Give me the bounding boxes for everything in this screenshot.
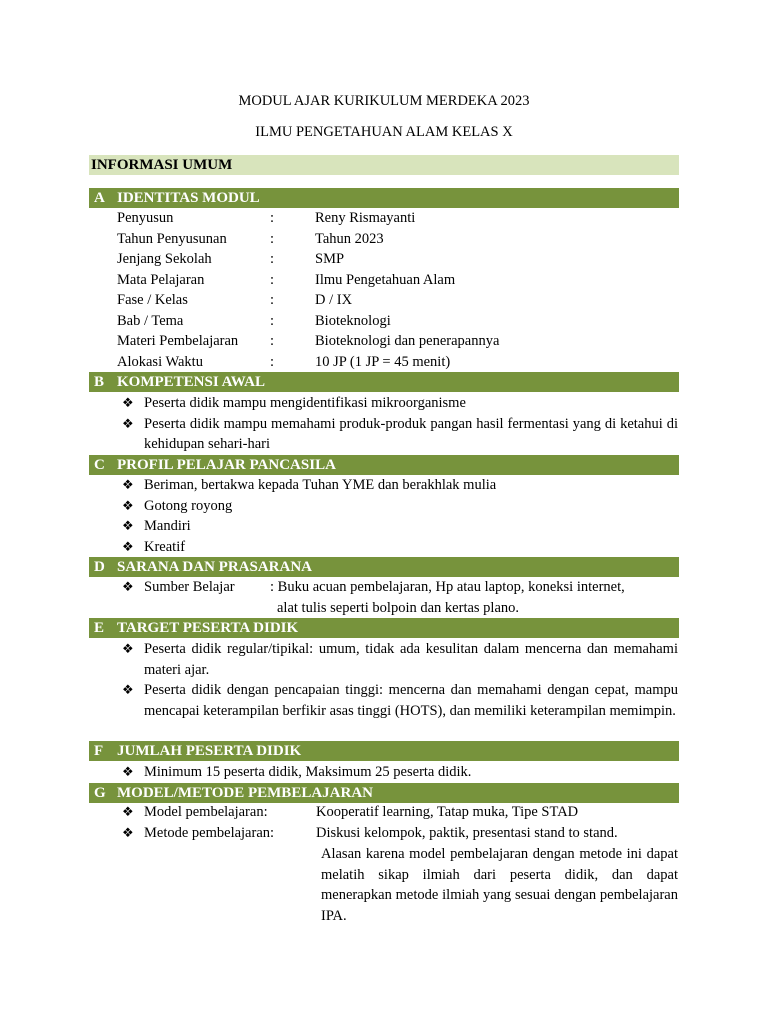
model-label: Model pembelajaran:	[144, 804, 268, 820]
section-d-header	[89, 557, 679, 577]
identity-value: Bioteknologi	[315, 312, 391, 329]
list-item	[122, 516, 678, 537]
identity-label: Fase / Kelas	[117, 292, 188, 308]
section-g-header	[89, 783, 679, 803]
section-letter: C	[94, 457, 105, 473]
info-band-label: INFORMASI UMUM	[91, 157, 233, 173]
section-letter: D	[94, 559, 105, 575]
document-title: MODUL AJAR KURIKULUM MERDEKA 2023	[238, 93, 530, 109]
bullet-icon: ❖	[122, 497, 134, 513]
identity-label: Bab / Tema	[117, 312, 184, 329]
identity-colon: :	[270, 210, 275, 226]
list-item	[122, 414, 678, 455]
list-item	[122, 762, 678, 783]
list-item-text: Minimum 15 peserta didik, Maksimum 25 peserta didik.	[144, 764, 472, 780]
identity-value: D / IX	[315, 292, 353, 308]
section-letter: B	[94, 374, 105, 390]
list-item-text: Peserta didik mampu mengidentifikasi mikroorganisme	[144, 395, 466, 411]
identity-colon: :	[270, 230, 275, 247]
section-c-header	[89, 455, 679, 475]
bullet-icon: ❖	[122, 682, 134, 697]
section-title: MODEL/METODE PEMBELAJARAN	[117, 785, 373, 801]
list-item	[122, 393, 678, 414]
section-letter: E	[94, 620, 105, 636]
list-item	[122, 496, 678, 517]
bullet-icon: ❖	[122, 641, 134, 656]
identity-label: Penyusun	[117, 210, 174, 226]
method-reason-paragraph: Alasan karena model pembelajaran dengan metode ini dapat melatih sikap ilmiah dari peserta didik, dan dapat menerapkan metode ilmiah yang sesuai dengan pembelajaran IPA.	[321, 846, 678, 924]
bullet-icon: ❖	[122, 579, 134, 594]
bullet-icon: ❖	[122, 415, 134, 431]
identity-label: Materi Pembelajaran	[117, 333, 239, 349]
section-title: JUMLAH PESERTA DIDIK	[117, 743, 302, 759]
identity-value: Tahun 2023	[315, 230, 384, 247]
section-letter: G	[94, 785, 106, 801]
identity-value: 10 JP (1 JP = 45 menit)	[315, 353, 451, 370]
bullet-icon: ❖	[122, 518, 134, 533]
bullet-icon: ❖	[122, 804, 134, 819]
identity-colon: :	[270, 333, 275, 349]
section-a-header	[89, 188, 679, 208]
identity-label: Tahun Penyusunan	[117, 230, 227, 247]
list-item	[122, 475, 678, 496]
bullet-icon: ❖	[122, 395, 134, 410]
list-item-text: Kreatif	[144, 538, 186, 555]
list-item	[122, 537, 678, 558]
section-letter: F	[94, 743, 104, 759]
list-item-text: Peserta didik mampu memahami produk-produk pangan hasil fermentasi yang di ketahui di kehidupan sehari-hari	[144, 415, 678, 452]
identity-label: Mata Pelajaran	[117, 271, 205, 288]
bullet-icon: ❖	[122, 538, 134, 554]
bullet-icon: ❖	[122, 825, 134, 840]
section-title: SARANA DAN PRASARANA	[117, 559, 313, 575]
list-item-text: Peserta didik regular/tipikal: umum, tidak ada kesulitan dalam mencerna dan memahami materi ajar.	[144, 641, 678, 678]
section-letter: A	[94, 190, 105, 206]
list-item	[122, 639, 678, 680]
list-item-text: Beriman, bertakwa kepada Tuhan YME dan berakhlak mulia	[144, 477, 497, 493]
identity-value: SMP	[315, 251, 345, 267]
bullet-icon: ❖	[122, 477, 134, 492]
list-item-text: Mandiri	[144, 518, 191, 534]
identity-label: Jenjang Sekolah	[117, 251, 212, 267]
section-b-header	[89, 372, 679, 392]
list-item-text: Peserta didik dengan pencapaian tinggi: mencerna dan memahami dengan cepat, mampu mencapai keterampilan berfikir asas tinggi (HOTS), dan memiliki keterampilan memimpin.	[144, 682, 678, 719]
identity-value: Reny Rismayanti	[315, 210, 416, 226]
model-value: Kooperatif learning, Tatap muka, Tipe STAD	[316, 804, 579, 820]
identity-colon: :	[270, 312, 275, 329]
identity-colon: :	[270, 251, 275, 267]
section-title: KOMPETENSI AWAL	[117, 374, 265, 390]
identity-colon: :	[270, 353, 275, 370]
identity-value: Bioteknologi dan penerapannya	[315, 333, 500, 349]
identity-colon: :	[270, 292, 275, 308]
section-title: PROFIL PELAJAR PANCASILA	[117, 457, 336, 473]
list-item	[122, 680, 678, 721]
metode-value: Diskusi kelompok, paktik, presentasi stand to stand.	[316, 825, 618, 841]
identity-colon: :	[270, 271, 275, 288]
section-title: TARGET PESERTA DIDIK	[117, 620, 299, 636]
section-e-header	[89, 618, 679, 638]
metode-label: Metode pembelajaran:	[144, 825, 275, 841]
document-subtitle: ILMU PENGETAHUAN ALAM KELAS X	[255, 124, 513, 140]
section-title: IDENTITAS MODUL	[117, 190, 260, 206]
sarana-label: Sumber Belajar	[144, 579, 235, 595]
sarana-value-line1: : Buku acuan pembelajaran, Hp atau laptop, koneksi internet,	[270, 579, 625, 595]
info-band-informasi-umum	[89, 155, 679, 175]
sarana-value-line2: alat tulis seperti bolpoin dan kertas plano.	[277, 599, 520, 616]
bullet-icon: ❖	[122, 764, 134, 779]
section-f-header	[89, 741, 679, 761]
identity-label: Alokasi Waktu	[117, 353, 203, 370]
list-item-text: Gotong royong	[144, 497, 233, 514]
identity-value: Ilmu Pengetahuan Alam	[315, 271, 456, 288]
